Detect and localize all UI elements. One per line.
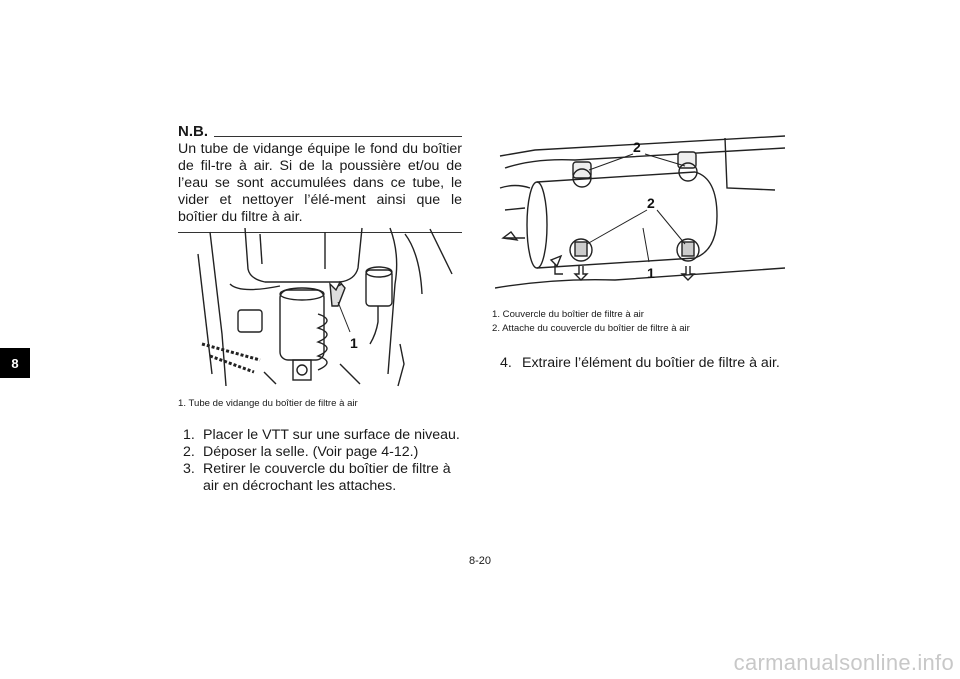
air-box-cover-illustration [495,128,785,298]
note-text: Un tube de vidange équipe le fond du boîtier de fil-tre à air. Si de la poussière et/ou de l’eau se sont accumulées dans ce tube, le vider et nettoyer l’élé-ment ainsi que le boîtier du filtre à air. [178,141,462,233]
watermark: carmanualsonline.info [733,650,954,675]
note-rule [214,136,462,137]
steps-left [183,427,465,495]
note-box [178,124,462,233]
step-text: Placer le VTT sur une surface de niveau. [203,427,460,443]
step-number: 2. [183,444,195,460]
callout-2-top: 2 [633,139,641,155]
callout-2-middle: 2 [647,195,655,211]
step-number: 3. [183,461,195,477]
step-text: Extraire l’élément du boîtier de filtre à air. [522,355,780,371]
step-1 [183,427,465,444]
step-text: Déposer la selle. (Voir page 4-12.) [203,444,419,460]
step-4 [500,355,790,372]
figure-air-box-cover [495,128,785,298]
figure-drain-tube [190,224,454,389]
step-3 [183,461,465,495]
callout-1-left: 1 [350,335,358,351]
step-2 [183,444,465,461]
figure-left-caption: 1. Tube de vidange du boîtier de filtre à air [178,398,358,409]
drain-tube-illustration [190,224,454,389]
callout-1-right: 1 [647,265,655,281]
note-label: N.B. [178,123,208,140]
steps-right [500,355,790,372]
step-number: 4. [500,355,512,371]
figure-right-captions [492,309,690,335]
caption-line: 2. Attache du couvercle du boîtier de filtre à air [492,323,690,334]
caption-line: 1. Couvercle du boîtier de filtre à air [492,309,644,320]
chapter-tab: 8 [0,348,30,378]
note-header [178,124,462,139]
page-number: 8-20 [468,555,492,567]
step-text: Retirer le couvercle du boîtier de filtre à air en décrochant les attaches. [203,461,451,494]
step-number: 1. [183,427,195,443]
